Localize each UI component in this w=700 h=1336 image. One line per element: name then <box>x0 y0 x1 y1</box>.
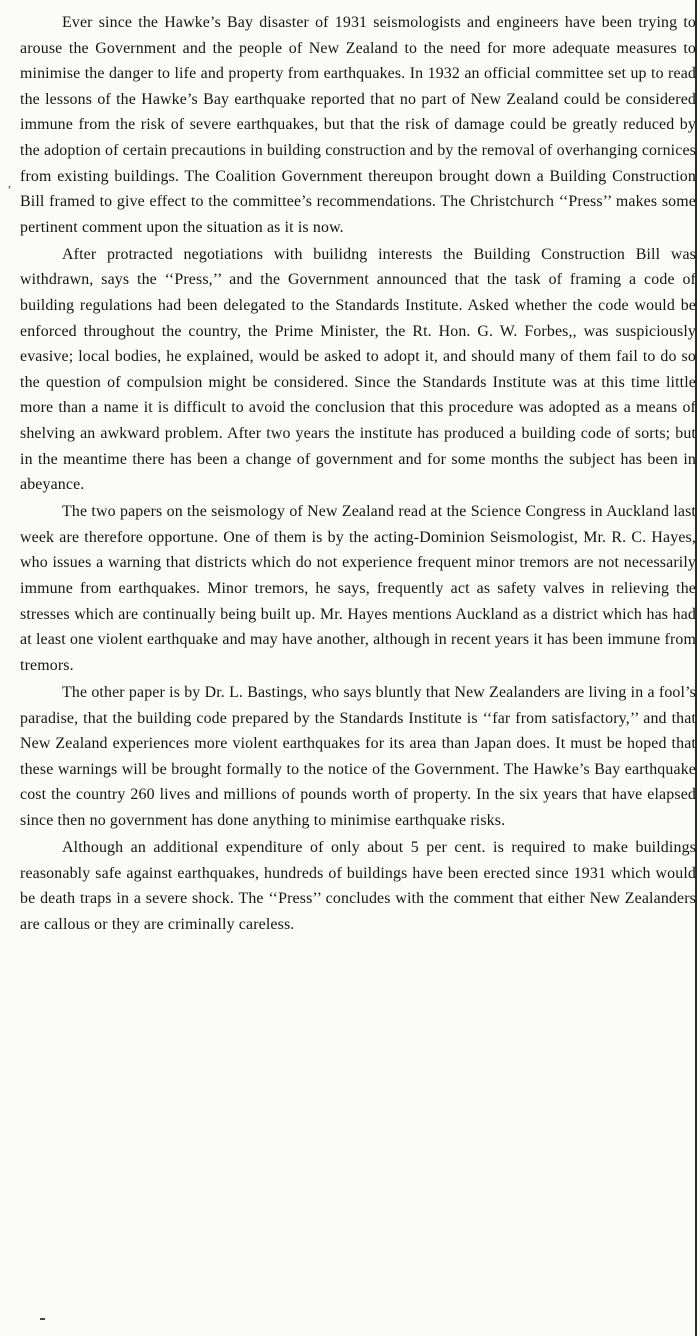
bottom-tick-mark <box>40 1318 45 1320</box>
paragraph-4: The other paper is by Dr. L. Bastings, who says bluntly that New Zealanders are living in a fool’s paradise, that the building code prepared by the Standards Institute is ‘‘far from satisfactory,’’ and that New Zealand experiences more violent earthquakes for its area than Japan does. It must be hoped that these warnings will be brought formally to the notice of the Government. The Hawke’s Bay earthquake cost the country 260 lives and millions of pounds worth of property. In the six years that have elapsed since then no government has done anything to minimise earthquake risks. <box>20 683 696 829</box>
paragraph-3: The two papers on the seismology of New Zealand read at the Science Congress in Auckland last week are therefore opportune. One of them is by the acting-Dominion Seismologist, Mr. R. C. Hayes, who issues a warning that districts which do not experience frequent minor tremors are not necessarily immune from earthquakes. Minor tremors, he says, frequently act as safety valves in relieving the stresses which are continually being built up. Mr. Hayes mentions Auckland as a district which has had at least one violent earthquake and may have another, although in recent years it has been immune from tremors. <box>20 503 696 674</box>
paragraph-1: Ever since the Hawke’s Bay disaster of 1931 seismologists and engineers have been trying to arouse the Government and the people of New Zealand to the need for more adequate measures to minimise the danger to life and property from earthquakes. In 1932 an official committee set up to read the lessons of the Hawke’s Bay earthquake reported that no part of New Zealand could be considered immune from the risk of severe earthquakes, but that the risk of damage could be greatly reduced by the adoption of certain precautions in building construction and by the removal of overhanging cornices from existing buildings. The Coalition Government thereupon brought down a Building Construction Bill framed to give effect to the committee’s recommendations. The Christchurch ‘‘Press’’ makes some pertinent comment upon the situation as it is now. <box>20 14 696 236</box>
paragraph-5: Although an additional expenditure of only about 5 per cent. is required to make buildings reasonably safe against earthquakes, hundreds of buildings have been erected since 1931 which would be death traps in a severe shock. The ‘‘Press’’ concludes with the comment that either New Zealanders are callous or they are criminally careless. <box>20 839 696 933</box>
paragraph-2: After protracted negotiations with builidng interests the Building Construction Bill was withdrawn, says the ‘‘Press,’’ and the Government announced that the task of framing a code of building regulations had been delegated to the Standards Institute. Asked whether the code would be enforced throughout the country, the Prime Minister, the Rt. Hon. G. W. Forbes,, was suspiciously evasive; local bodies, he explained, would be asked to adopt it, and should many of them fail to do so the question of compulsion might be considered. Since the Standards Institute was at this time little more than a name it is difficult to avoid the conclusion that this procedure was adopted as a means of shelving an awkward problem. After two years the institute has produced a building code of sorts; but in the meantime there has been a change of government and for some months the subject has been in abeyance. <box>20 245 696 494</box>
margin-tick-mark: , <box>8 176 11 190</box>
article-body <box>20 10 696 939</box>
